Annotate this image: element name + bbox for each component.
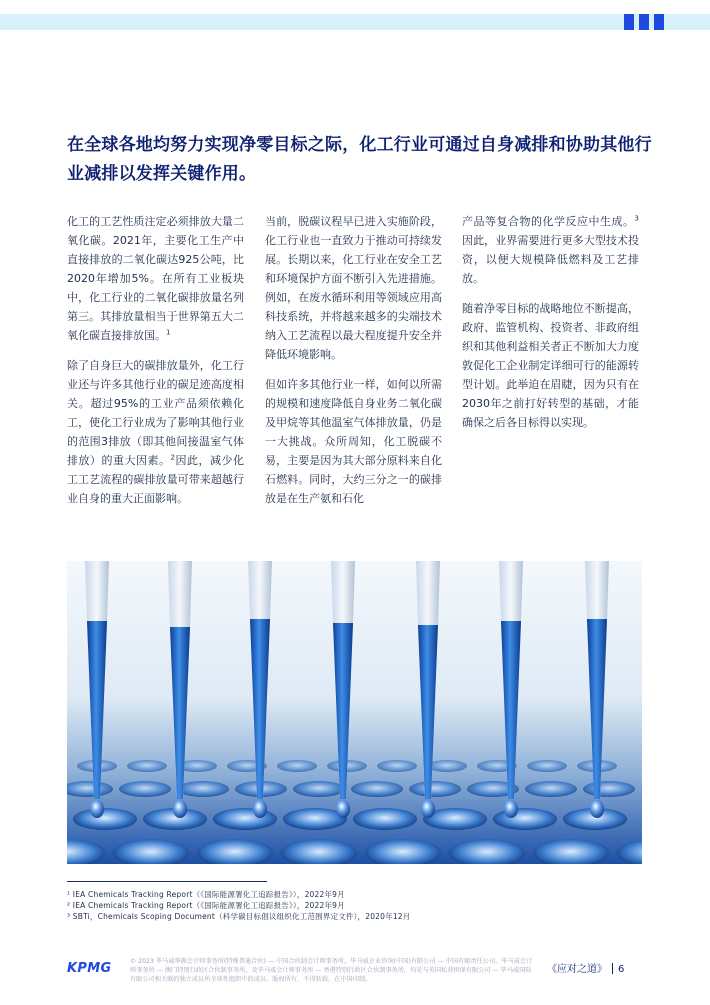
paragraph: 化工的工艺性质注定必须排放大量二氧化碳。2021年，主要化工生产中直接排放的二氧化碳达925公吨，比2020年增加5%。在所有工业板块中，化工行业的二氧化碳排放量名列第三。其排放量相当于世界第五大二氧化碳直接排放国。$^1$ bbox=[67, 215, 244, 342]
footnote-divider bbox=[67, 881, 267, 882]
paragraph: 除了自身巨大的碳排放量外，化工行业还与许多其他行业的碳足迹高度相关。超过95%的工业产品须依赖化工，使化工行业成为了影响其他行业的范围3排放（即其他间接温室气体排放）的重大因素。$^2$因此，减少化工工艺流程的碳排放量可带来超越行业自身的重大正面影响。 bbox=[67, 359, 245, 505]
paragraph: 产品等复合物的化学反应中生成。$^3$因此，业界需要进行更多大型技术投资，以便大规模降低燃料及工艺排放。 bbox=[462, 214, 639, 285]
top-banner bbox=[0, 14, 710, 30]
footnote-1: ¹ IEA Chemicals Tracking Report（《国际能源署化工追踪报告》），2022年9月 bbox=[67, 890, 345, 899]
footer-divider bbox=[612, 963, 613, 974]
footnote-3: ³ SBTi，Chemicals Scoping Document（科学碳目标倡议组织化工范围界定文件），2020年12月 bbox=[67, 912, 411, 921]
footnote-ref[interactable]: 3 bbox=[634, 214, 639, 223]
logo-text: KPMG bbox=[67, 961, 112, 976]
document-title: 《应对之道》 bbox=[547, 964, 607, 975]
kpmg-logo bbox=[67, 961, 119, 977]
copyright-notice: © 2023 毕马威华振会计师事务所(特殊普通合伙) — 中国合伙制会计师事务所，毕马威企业咨询(中国)有限公司 — 中国有限责任公司，毕马威会计师事务所 — 澳门特别行政区合伙制事务所，及毕马威会计师事务所 — 香港特别行政区合伙制事务所，均是与英国私营担保有限公司 — 毕马威国际有限公司相关联的独立成员所全球性组织中的成员。版权所有，不得转载。在中国印制。 bbox=[130, 958, 533, 983]
page-headline: 在全球各地均努力实现净零目标之际，化工行业可通过自身减排和协助其他行业减排以发挥关键作用。 bbox=[67, 135, 652, 184]
header-decor-block bbox=[654, 14, 664, 30]
pipette-lab-photo bbox=[67, 561, 642, 864]
page-footer bbox=[547, 960, 624, 975]
footnote-2: ² IEA Chemicals Tracking Report（《国际能源署化工追踪报告》），2022年9月 bbox=[67, 901, 345, 910]
paragraph: 随着净零目标的战略地位不断提高，政府、监管机构、投资者、非政府组织和其他利益相关者正不断加大力度敦促化工企业制定详细可行的能源转型计划。此举迫在眉睫，因为只有在2030年之前打好转型的基础，才能确保之后各目标得以实现。 bbox=[462, 302, 639, 429]
paragraph: 当前，脱碳议程早已进入实施阶段，化工行业也一直致力于推动可持续发展。长期以来，化工行业在安全工艺和环境保护方面不断引入先进措施。例如，在废水循环利用等领域应用高科技系统，并将越来越多的尖端技术纳入工艺流程以最大程度提升安全并降低环境影响。 bbox=[265, 215, 442, 361]
text-column-3 bbox=[462, 212, 639, 443]
footnotes bbox=[67, 889, 627, 922]
page-number: 6 bbox=[618, 964, 625, 975]
footnote-ref[interactable]: 1 bbox=[166, 328, 171, 337]
text-column-1 bbox=[67, 212, 244, 519]
header-decor-block bbox=[624, 14, 634, 30]
paragraph: 但如许多其他行业一样，如何以所需的规模和速度降低自身业务二氧化碳及甲烷等其他温室气体排放量，仍是一大挑战。众所周知，化工脱碳不易，主要是因为其大部分原料来自化石燃料。同时，大约三分之一的碳排放是在生产氨和石化 bbox=[265, 378, 442, 505]
text-column-2 bbox=[265, 212, 442, 519]
header-decor-block bbox=[639, 14, 649, 30]
footnote-ref[interactable]: 2 bbox=[170, 453, 175, 462]
